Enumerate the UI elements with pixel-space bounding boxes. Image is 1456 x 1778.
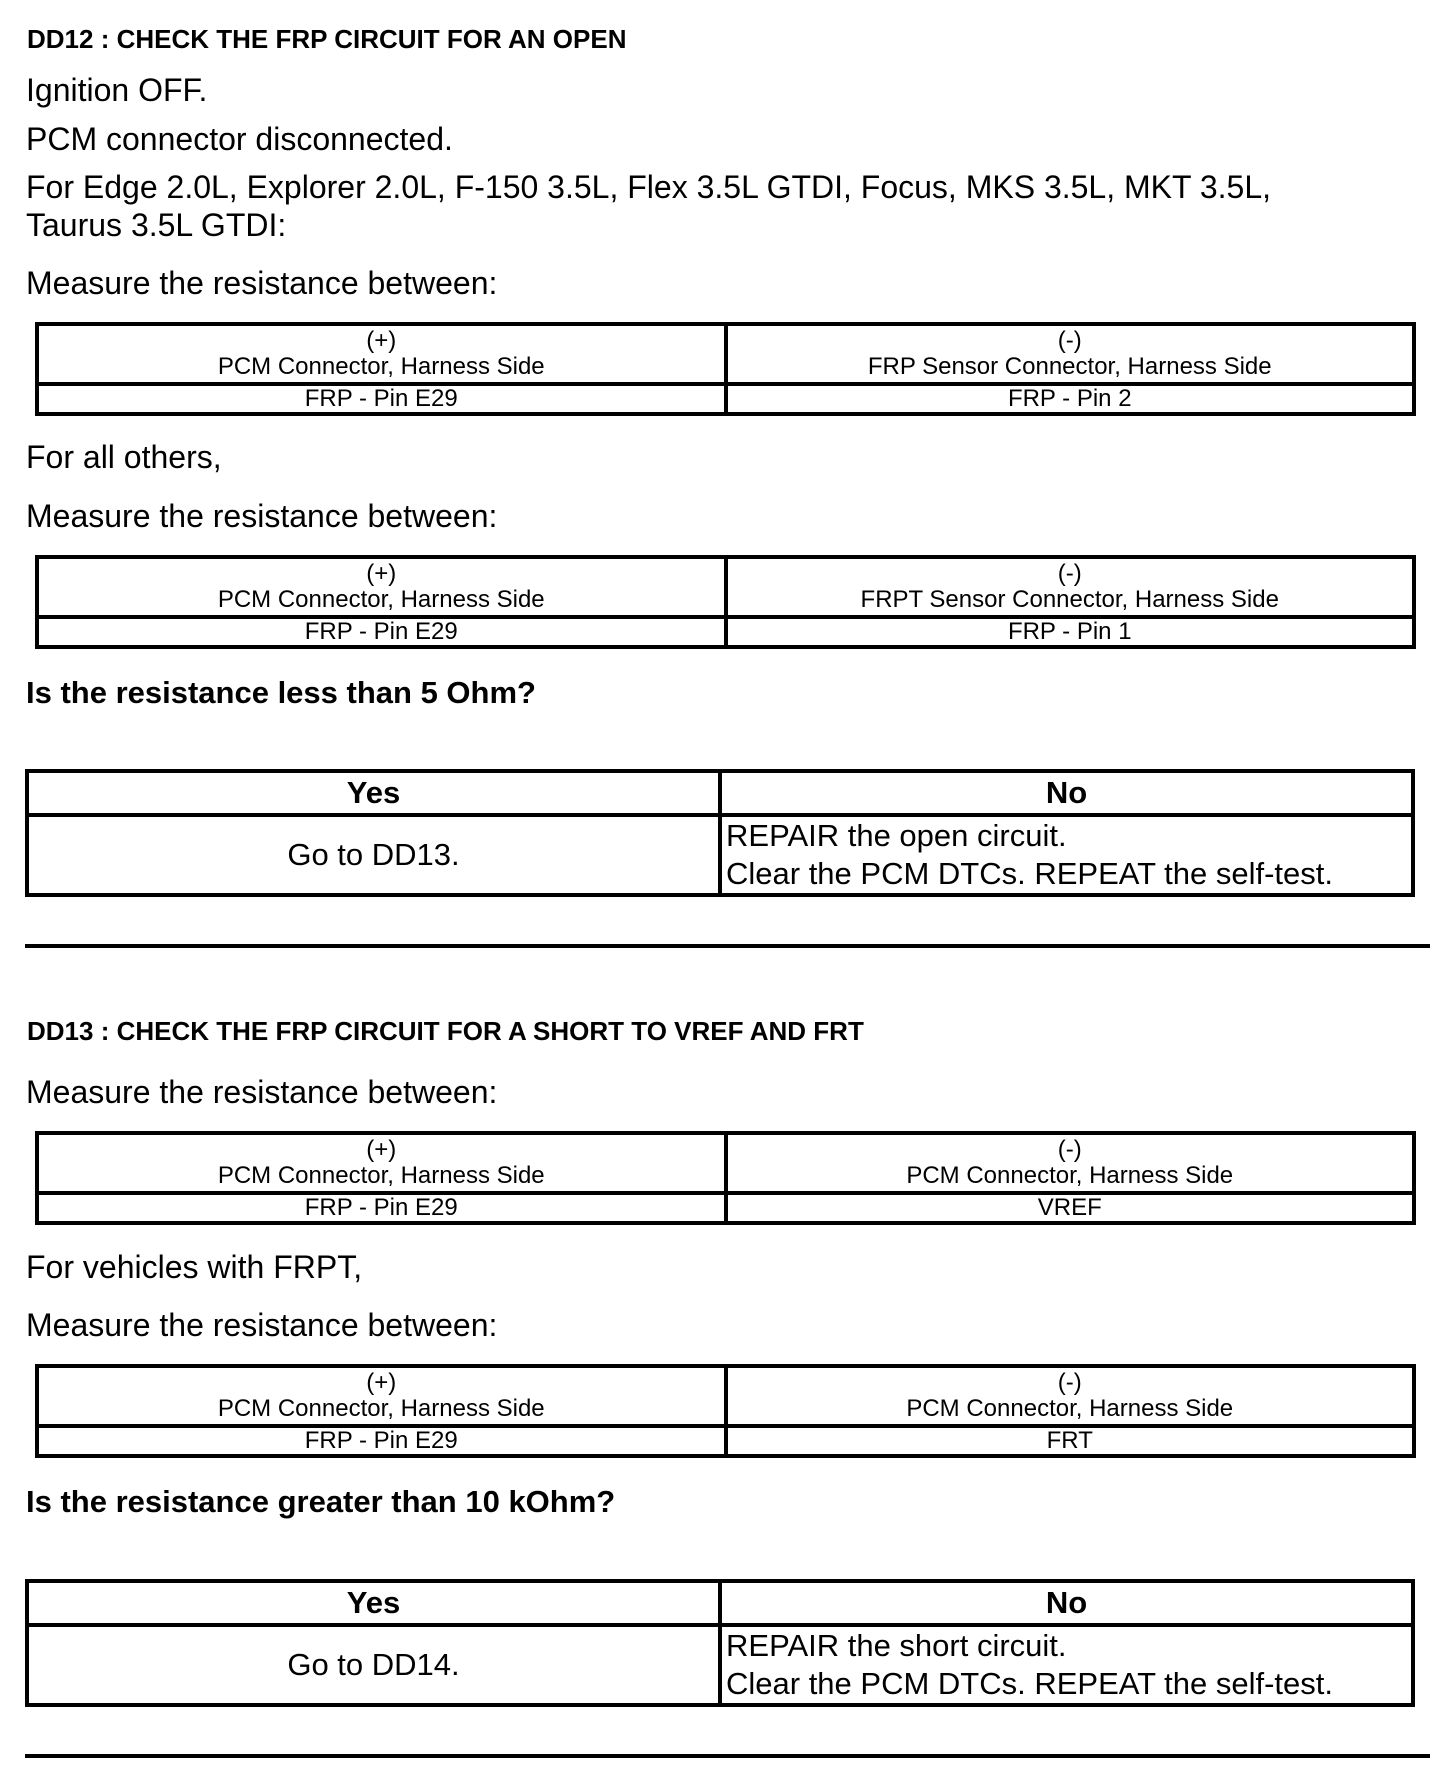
dd13-condition-frpt: For vehicles with FRPT, <box>26 1249 363 1285</box>
section-divider <box>25 944 1430 948</box>
plus-sign: (+) <box>366 560 397 587</box>
yes-action: Go to DD14. <box>27 1625 720 1705</box>
yes-header: Yes <box>27 771 720 815</box>
minus-header-cell <box>726 1366 1415 1426</box>
dd12-measure-table-2 <box>35 555 1416 649</box>
plus-value: FRP - Pin E29 <box>37 384 726 414</box>
minus-label: FRPT Sensor Connector, Harness Side <box>860 586 1279 613</box>
dd12-measure-table-1 <box>35 322 1416 416</box>
plus-header-cell <box>37 324 726 384</box>
dd12-question: Is the resistance less than 5 Ohm? <box>26 675 536 710</box>
no-action-cell <box>720 815 1413 895</box>
no-action-line1: REPAIR the short circuit. <box>726 1628 1067 1663</box>
no-action-line2: Clear the PCM DTCs. REPEAT the self-test. <box>726 1666 1333 1701</box>
plus-label: PCM Connector, Harness Side <box>217 353 545 380</box>
plus-header-cell <box>37 1366 726 1426</box>
plus-sign: (+) <box>366 327 397 354</box>
minus-label: FRP Sensor Connector, Harness Side <box>867 353 1272 380</box>
dd12-measure-label-1: Measure the resistance between: <box>26 265 498 301</box>
plus-label: PCM Connector, Harness Side <box>217 1162 545 1189</box>
plus-sign: (+) <box>366 1136 397 1163</box>
no-action-line2: Clear the PCM DTCs. REPEAT the self-test. <box>726 856 1333 891</box>
yes-header: Yes <box>27 1581 720 1625</box>
yes-action: Go to DD13. <box>27 815 720 895</box>
dd12-measure-label-2: Measure the resistance between: <box>26 498 498 534</box>
no-action-cell <box>720 1625 1413 1705</box>
dd13-measure-table-1 <box>35 1131 1416 1225</box>
minus-value: FRP - Pin 2 <box>726 384 1415 414</box>
dd12-step-connector: PCM connector disconnected. <box>26 121 453 157</box>
dd13-question: Is the resistance greater than 10 kOhm? <box>26 1484 616 1519</box>
dd12-condition-others: For all others, <box>26 439 222 475</box>
dd13-result-table <box>25 1579 1415 1707</box>
minus-sign: (-) <box>1057 560 1082 587</box>
minus-sign: (-) <box>1057 1136 1082 1163</box>
minus-sign: (-) <box>1057 327 1082 354</box>
dd13-measure-label-1: Measure the resistance between: <box>26 1074 498 1110</box>
dd12-title: DD12 : CHECK THE FRP CIRCUIT FOR AN OPEN <box>27 24 627 54</box>
no-action-line1: REPAIR the open circuit. <box>726 818 1067 853</box>
dd12-result-table <box>25 769 1415 897</box>
plus-label: PCM Connector, Harness Side <box>217 1395 545 1422</box>
plus-value: FRP - Pin E29 <box>37 1426 726 1456</box>
minus-header-cell <box>726 1133 1415 1193</box>
plus-sign: (+) <box>366 1369 397 1396</box>
section-divider <box>25 1754 1430 1758</box>
plus-header-cell <box>37 557 726 617</box>
minus-value: FRP - Pin 1 <box>726 617 1415 647</box>
plus-value: FRP - Pin E29 <box>37 617 726 647</box>
minus-value: VREF <box>726 1193 1415 1223</box>
plus-label: PCM Connector, Harness Side <box>217 586 545 613</box>
dd12-step-ignition: Ignition OFF. <box>26 72 208 108</box>
minus-header-cell <box>726 324 1415 384</box>
minus-label: PCM Connector, Harness Side <box>906 1395 1234 1422</box>
no-header: No <box>720 771 1413 815</box>
minus-header-cell <box>726 557 1415 617</box>
dd12-condition-line2: Taurus 3.5L GTDI: <box>26 207 287 243</box>
plus-value: FRP - Pin E29 <box>37 1193 726 1223</box>
minus-sign: (-) <box>1057 1369 1082 1396</box>
minus-value: FRT <box>726 1426 1415 1456</box>
dd13-title: DD13 : CHECK THE FRP CIRCUIT FOR A SHORT TO VREF AND FRT <box>27 1016 864 1046</box>
minus-label: PCM Connector, Harness Side <box>906 1162 1234 1189</box>
no-header: No <box>720 1581 1413 1625</box>
dd13-measure-table-2 <box>35 1364 1416 1458</box>
plus-header-cell <box>37 1133 726 1193</box>
dd12-condition-line1: For Edge 2.0L, Explorer 2.0L, F-150 3.5L, Flex 3.5L GTDI, Focus, MKS 3.5L, MKT 3.5L, <box>26 169 1272 205</box>
dd13-measure-label-2: Measure the resistance between: <box>26 1307 498 1343</box>
